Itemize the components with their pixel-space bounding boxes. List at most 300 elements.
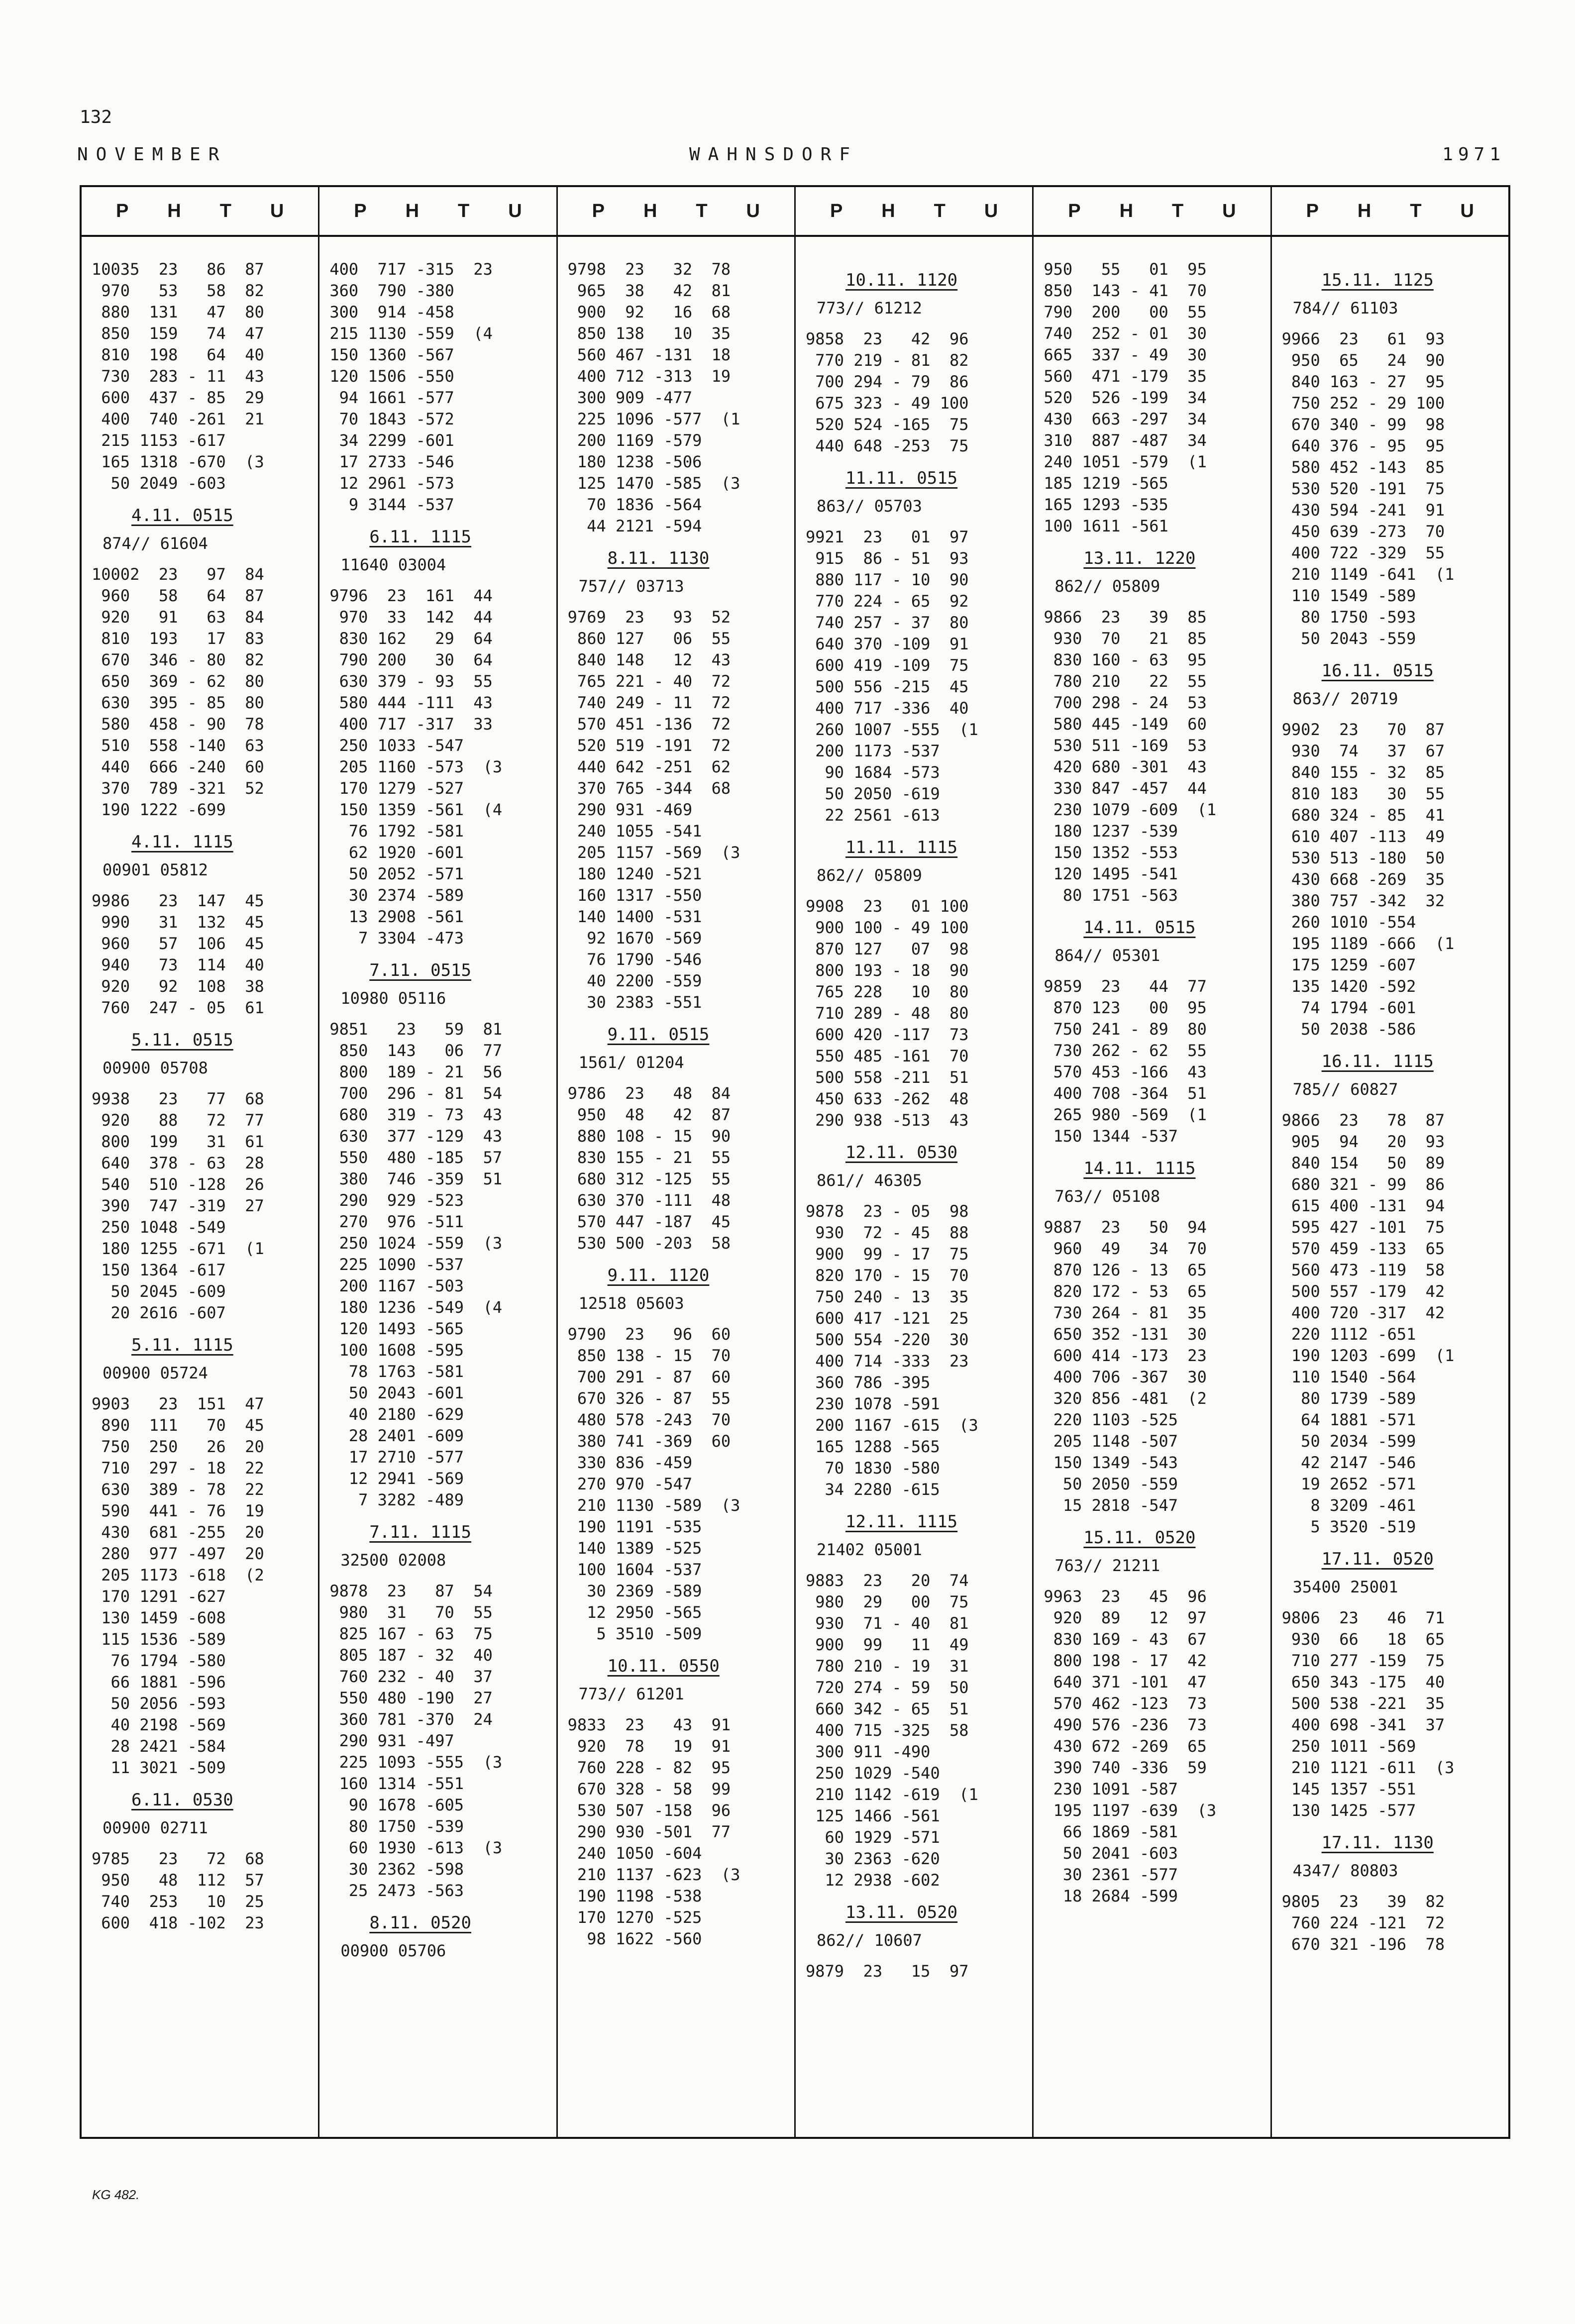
data-row: 580 452 -143 85: [1281, 458, 1445, 477]
data-row: 50 2038 -586: [1281, 1020, 1416, 1039]
data-row: 805 187 - 32 40: [329, 1646, 493, 1665]
data-row: 600 414 -173 23: [1044, 1346, 1207, 1365]
data-row: 195 1189 -666 (1: [1281, 934, 1455, 953]
data-row: 12 2938 -602: [805, 1871, 940, 1890]
data-row: 9798 23 32 78: [567, 260, 731, 279]
data-row: 17 2733 -546: [329, 452, 454, 471]
sounding-date-time: 5.11. 1115: [131, 1335, 233, 1355]
data-row: 9883 23 20 74: [805, 1571, 969, 1590]
sounding-code: 00900 05706: [340, 1941, 446, 1960]
data-row: 750 252 - 29 100: [1281, 394, 1445, 413]
data-row: 40 2200 -559: [567, 971, 702, 990]
column-header: [319, 187, 556, 237]
data-row: 20 2616 -607: [92, 1303, 226, 1322]
sounding-date-time: 16.11. 1115: [1321, 1052, 1434, 1071]
table-column: [1272, 187, 1508, 2137]
data-row: 570 462 -123 73: [1044, 1694, 1207, 1713]
data-row: 28 2401 -609: [329, 1426, 464, 1445]
sounding-code: 773// 61201: [578, 1685, 684, 1703]
data-row: 440 642 -251 62: [567, 757, 731, 776]
data-row: 380 757 -342 32: [1281, 891, 1445, 910]
sounding-code: 10980 05116: [340, 989, 446, 1008]
data-row: 260 1010 -554: [1281, 913, 1416, 932]
data-row: 550 480 -185 57: [329, 1148, 503, 1167]
data-row: 40 2180 -629: [329, 1405, 464, 1424]
data-row: 62 1920 -601: [329, 843, 464, 862]
data-row: 450 639 -273 70: [1281, 522, 1445, 541]
data-row: 400 698 -341 37: [1281, 1715, 1445, 1734]
data-row: 750 240 - 13 35: [805, 1287, 969, 1306]
sounding-date-time: 13.11. 0520: [845, 1902, 958, 1922]
data-row: 76 1792 -581: [329, 822, 464, 841]
data-row: 50 2056 -593: [92, 1694, 226, 1713]
data-row: 370 765 -344 68: [567, 779, 731, 798]
data-row: 400 717 -315 23: [329, 260, 493, 279]
sounding-code: 862// 10607: [816, 1931, 922, 1950]
data-row: 710 289 - 48 80: [805, 1004, 969, 1023]
column-header-label: P: [1068, 200, 1081, 221]
data-row: 180 1240 -521: [567, 864, 702, 883]
data-row: 850 143 - 41 70: [1044, 281, 1207, 300]
data-row: 930 66 18 65: [1281, 1630, 1445, 1649]
data-row: 9903 23 151 47: [92, 1394, 264, 1413]
data-row: 920 92 108 38: [92, 977, 264, 996]
data-row: 770 224 - 65 92: [805, 592, 969, 611]
data-row: 210 1142 -619 (1: [805, 1785, 978, 1804]
sounding-date-time: 15.11. 1125: [1321, 270, 1434, 290]
data-row: 190 1203 -699 (1: [1281, 1346, 1455, 1365]
data-row: 400 722 -329 55: [1281, 543, 1445, 562]
sounding-code: 863// 20719: [1292, 689, 1398, 708]
data-row: 530 500 -203 58: [567, 1234, 731, 1253]
data-row: 615 400 -131 94: [1281, 1196, 1445, 1215]
data-row: 720 274 - 59 50: [805, 1678, 969, 1697]
data-row: 740 249 - 11 72: [567, 693, 731, 712]
data-row: 210 1137 -623 (3: [567, 1865, 740, 1884]
data-row: 610 407 -113 49: [1281, 827, 1445, 846]
data-row: 640 371 -101 47: [1044, 1673, 1207, 1691]
sounding-date-time: 7.11. 1115: [369, 1522, 472, 1542]
data-row: 80 1739 -589: [1281, 1389, 1416, 1408]
column-header-label: P: [1306, 200, 1319, 221]
data-row: 205 1160 -573 (3: [329, 757, 503, 776]
sounding-code: 11640 03004: [340, 555, 446, 574]
data-row: 260 1007 -555 (1: [805, 720, 978, 739]
data-row: 120 1495 -541: [1044, 864, 1178, 883]
data-row: 13 2908 -561: [329, 907, 464, 926]
column-body: [82, 237, 318, 1934]
data-row: 9878 23 87 54: [329, 1582, 493, 1600]
data-row: 205 1148 -507: [1044, 1432, 1178, 1451]
data-row: 560 473 -119 58: [1281, 1261, 1445, 1279]
column-header: [1272, 187, 1508, 237]
data-row: 34 2299 -601: [329, 431, 454, 450]
data-row: 950 65 24 90: [1281, 351, 1445, 370]
data-row: 880 131 47 80: [92, 303, 264, 321]
data-row: 76 1790 -546: [567, 950, 702, 969]
data-row: 220 1112 -651: [1281, 1325, 1416, 1344]
data-row: 970 33 142 44: [329, 608, 493, 627]
data-row: 170 1270 -525: [567, 1908, 702, 1927]
column-header-label: H: [405, 200, 420, 221]
data-row: 12 2941 -569: [329, 1469, 464, 1488]
column-header-label: U: [1460, 200, 1474, 221]
data-row: 180 1236 -549 (4: [329, 1298, 503, 1317]
data-row: 700 298 - 24 53: [1044, 693, 1207, 712]
data-row: 165 1318 -670 (3: [92, 452, 264, 471]
data-row: 9858 23 42 96: [805, 329, 969, 348]
data-row: 190 1191 -535: [567, 1517, 702, 1536]
data-row: 18 2684 -599: [1044, 1887, 1178, 1905]
sounding-date-time: 17.11. 1130: [1321, 1833, 1434, 1853]
data-row: 900 100 - 49 100: [805, 918, 969, 937]
data-row: 150 1360 -567: [329, 345, 454, 364]
data-row: 140 1400 -531: [567, 907, 702, 926]
data-row: 165 1293 -535: [1044, 495, 1168, 514]
data-row: 870 127 07 98: [805, 940, 969, 958]
sounding-code: 784// 61103: [1292, 299, 1398, 317]
data-row: 9902 23 70 87: [1281, 720, 1445, 739]
sounding-date-time: 13.11. 1220: [1083, 548, 1196, 568]
data-row: 320 856 -481 (2: [1044, 1389, 1207, 1408]
data-row: 9938 23 77 68: [92, 1089, 264, 1108]
table-column: [319, 187, 557, 2137]
sounding-date-time: 11.11. 0515: [845, 468, 958, 488]
data-row: 970 53 58 82: [92, 281, 264, 300]
data-row: 100 1611 -561: [1044, 517, 1168, 535]
data-row: 10035 23 86 87: [92, 260, 264, 279]
sounding-code: 00900 05708: [103, 1058, 208, 1077]
table-column: [1034, 187, 1271, 2137]
data-row: 920 78 19 91: [567, 1737, 731, 1756]
data-row: 950 48 42 87: [567, 1105, 731, 1124]
data-row: 66 1881 -596: [92, 1673, 226, 1691]
data-row: 770 219 - 81 82: [805, 351, 969, 370]
data-row: 200 1167 -503: [329, 1276, 464, 1295]
data-row: 9921 23 01 97: [805, 528, 969, 546]
data-row: 400 714 -333 23: [805, 1352, 969, 1371]
data-row: 780 210 22 55: [1044, 672, 1207, 691]
data-row: 820 170 - 15 70: [805, 1266, 969, 1285]
data-row: 430 681 -255 20: [92, 1523, 264, 1542]
data-row: 940 73 114 40: [92, 955, 264, 974]
sounding-code: 785// 60827: [1292, 1080, 1398, 1099]
column-header-label: H: [881, 200, 895, 221]
data-row: 50 2050 -619: [805, 784, 940, 803]
data-row: 130 1425 -577: [1281, 1801, 1416, 1820]
data-row: 17 2710 -577: [329, 1448, 464, 1467]
data-row: 360 790 -380: [329, 281, 454, 300]
sounding-date-time: 12.11. 0530: [845, 1143, 958, 1162]
data-row: 500 554 -220 30: [805, 1330, 969, 1349]
data-row: 520 526 -199 34: [1044, 388, 1207, 407]
sounding-code: 00901 05812: [103, 860, 208, 879]
data-row: 210 1130 -589 (3: [567, 1496, 740, 1515]
column-body: [319, 237, 556, 1971]
column-header-label: P: [830, 200, 843, 221]
data-row: 760 247 - 05 61: [92, 998, 264, 1017]
column-body: [796, 237, 1032, 1982]
data-row: 880 117 - 10 90: [805, 570, 969, 589]
sounding-code: 763// 21211: [1054, 1556, 1160, 1575]
data-row: 840 155 - 32 85: [1281, 763, 1445, 782]
data-row: 240 1051 -579 (1: [1044, 452, 1207, 471]
data-row: 800 198 - 17 42: [1044, 1651, 1207, 1670]
data-row: 530 507 -158 96: [567, 1801, 731, 1820]
sounding-code: 863// 05703: [816, 497, 922, 516]
year-heading: 1971: [1442, 144, 1505, 165]
column-header: [82, 187, 318, 237]
data-row: 300 911 -490: [805, 1742, 931, 1761]
data-row: 870 126 - 13 65: [1044, 1261, 1207, 1279]
data-row: 830 162 29 64: [329, 629, 493, 648]
data-row: 920 91 63 84: [92, 608, 264, 627]
data-row: 480 578 -243 70: [567, 1410, 731, 1429]
data-row: 185 1219 -565: [1044, 474, 1168, 493]
data-row: 300 914 -458: [329, 303, 454, 321]
data-row: 50 2043 -601: [329, 1383, 464, 1402]
sounding-date-time: 8.11. 1130: [607, 548, 710, 568]
data-row: 825 167 - 63 75: [329, 1624, 493, 1643]
data-row: 230 1078 -591: [805, 1394, 940, 1413]
data-row: 150 1352 -553: [1044, 843, 1178, 862]
data-row: 675 323 - 49 100: [805, 394, 969, 413]
sounding-code: 21402 05001: [816, 1540, 922, 1559]
data-row: 9986 23 147 45: [92, 891, 264, 910]
data-row: 30 2363 -620: [805, 1849, 940, 1868]
data-row: 580 445 -149 60: [1044, 715, 1207, 734]
data-row: 600 419 -109 75: [805, 656, 969, 675]
data-row: 890 111 70 45: [92, 1416, 264, 1435]
data-row: 630 377 -129 43: [329, 1127, 503, 1146]
data-row: 670 340 - 99 98: [1281, 415, 1445, 434]
page-number: 132: [80, 107, 112, 127]
sounding-code: 4347/ 80803: [1292, 1861, 1398, 1880]
data-row: 630 389 - 78 22: [92, 1480, 264, 1499]
data-row: 640 370 -109 91: [805, 634, 969, 653]
data-row: 790 200 00 55: [1044, 303, 1207, 321]
sounding-code: 874// 61604: [103, 534, 208, 553]
data-row: 530 520 -191 75: [1281, 479, 1445, 498]
data-row: 950 48 112 57: [92, 1871, 264, 1890]
data-row: 170 1291 -627: [92, 1587, 226, 1606]
column-header-label: T: [1172, 200, 1184, 221]
data-row: 10002 23 97 84: [92, 565, 264, 584]
data-row: 9786 23 48 84: [567, 1084, 731, 1103]
data-row: 140 1389 -525: [567, 1539, 702, 1558]
data-row: 9866 23 78 87: [1281, 1111, 1445, 1130]
data-row: 915 86 - 51 93: [805, 549, 969, 568]
data-row: 60 1929 -571: [805, 1828, 940, 1847]
data-row: 630 379 - 93 55: [329, 672, 493, 691]
data-row: 270 970 -547: [567, 1475, 693, 1493]
data-row: 850 143 06 77: [329, 1041, 503, 1060]
data-row: 9859 23 44 77: [1044, 977, 1207, 996]
data-row: 44 2121 -594: [567, 517, 702, 535]
form-code: KG 482.: [92, 2187, 140, 2202]
data-row: 110 1549 -589: [1281, 586, 1416, 605]
column-header-label: T: [934, 200, 945, 221]
data-row: 50 2034 -599: [1281, 1432, 1416, 1451]
column-header-label: H: [643, 200, 657, 221]
data-row: 7 3304 -473: [329, 929, 464, 948]
data-row: 34 2280 -615: [805, 1480, 940, 1499]
column-header-label: T: [1410, 200, 1422, 221]
sounding-code: 861// 46305: [816, 1171, 922, 1190]
data-row: 250 1024 -559 (3: [329, 1234, 503, 1253]
data-row: 670 346 - 80 82: [92, 650, 264, 669]
data-row: 790 200 30 64: [329, 650, 493, 669]
data-row: 50 2043 -559: [1281, 629, 1416, 648]
data-row: 9769 23 93 52: [567, 608, 731, 627]
sounding-code: 773// 61212: [816, 299, 922, 317]
data-row: 450 633 -262 48: [805, 1089, 969, 1108]
data-row: 665 337 - 49 30: [1044, 345, 1207, 364]
data-row: 115 1536 -589: [92, 1630, 226, 1649]
sounding-table: [80, 185, 1510, 2139]
data-row: 960 49 34 70: [1044, 1239, 1207, 1258]
data-row: 250 1029 -540: [805, 1764, 940, 1783]
data-row: 180 1238 -506: [567, 452, 702, 471]
data-row: 9887 23 50 94: [1044, 1218, 1207, 1237]
column-header-label: U: [984, 200, 998, 221]
data-row: 390 740 -336 59: [1044, 1758, 1207, 1777]
data-row: 76 1794 -580: [92, 1651, 226, 1670]
data-row: 290 931 -469: [567, 800, 693, 819]
data-row: 430 672 -269 65: [1044, 1737, 1207, 1756]
data-row: 30 2369 -589: [567, 1582, 702, 1600]
data-row: 210 1121 -611 (3: [1281, 1758, 1455, 1777]
data-row: 195 1197 -639 (3: [1044, 1801, 1217, 1820]
sounding-date-time: 14.11. 1115: [1083, 1159, 1196, 1178]
data-row: 9866 23 39 85: [1044, 608, 1207, 627]
data-row: 780 210 - 19 31: [805, 1657, 969, 1676]
data-row: 990 31 132 45: [92, 913, 264, 932]
data-row: 900 99 - 17 75: [805, 1245, 969, 1264]
data-row: 30 2362 -598: [329, 1860, 464, 1879]
data-row: 400 708 -364 51: [1044, 1084, 1207, 1103]
data-row: 225 1090 -537: [329, 1255, 464, 1274]
data-row: 960 58 64 87: [92, 586, 264, 605]
sounding-date-time: 4.11. 0515: [131, 506, 233, 526]
sounding-code: 763// 05108: [1054, 1187, 1160, 1206]
data-row: 225 1093 -555 (3: [329, 1753, 503, 1772]
data-row: 520 524 -165 75: [805, 415, 969, 434]
data-row: 220 1103 -525: [1044, 1410, 1178, 1429]
column-header-label: P: [354, 200, 367, 221]
data-row: 700 296 - 81 54: [329, 1084, 503, 1103]
data-row: 500 538 -221 35: [1281, 1694, 1445, 1713]
data-row: 800 193 - 18 90: [805, 961, 969, 980]
data-row: 50 2052 -571: [329, 864, 464, 883]
data-row: 530 511 -169 53: [1044, 736, 1207, 755]
data-row: 760 232 - 40 37: [329, 1667, 493, 1686]
data-row: 590 441 - 76 19: [92, 1501, 264, 1520]
data-row: 765 228 10 80: [805, 982, 969, 1001]
data-row: 9 3144 -537: [329, 495, 454, 514]
sounding-code: 35400 25001: [1292, 1578, 1398, 1596]
sounding-date-time: 7.11. 0515: [369, 960, 472, 980]
table-column: [796, 187, 1034, 2137]
data-row: 12 2950 -565: [567, 1603, 702, 1622]
data-row: 240 1050 -604: [567, 1844, 702, 1863]
data-row: 905 94 20 93: [1281, 1132, 1445, 1151]
sounding-date-time: 9.11. 1120: [607, 1266, 710, 1285]
data-row: 670 328 - 58 99: [567, 1780, 731, 1798]
data-row: 70 1836 -564: [567, 495, 702, 514]
data-row: 760 224 -121 72: [1281, 1913, 1445, 1932]
data-row: 30 2361 -577: [1044, 1865, 1178, 1884]
data-row: 550 480 -190 27: [329, 1689, 493, 1707]
data-row: 160 1317 -550: [567, 886, 702, 905]
data-row: 64 1881 -571: [1281, 1410, 1416, 1429]
data-row: 205 1173 -618 (2: [92, 1566, 264, 1585]
data-row: 9806 23 46 71: [1281, 1608, 1445, 1627]
data-row: 980 31 70 55: [329, 1603, 493, 1622]
sounding-date-time: 15.11. 0520: [1083, 1528, 1196, 1548]
data-row: 400 717 -317 33: [329, 715, 493, 734]
data-row: 600 437 - 85 29: [92, 388, 264, 407]
data-row: 30 2374 -589: [329, 886, 464, 905]
column-body: [1034, 237, 1270, 1907]
data-row: 820 172 - 53 65: [1044, 1282, 1207, 1301]
sounding-date-time: 10.11. 1120: [845, 270, 958, 290]
data-row: 930 70 21 85: [1044, 629, 1207, 648]
data-row: 580 458 - 90 78: [92, 715, 264, 734]
data-row: 98 1622 -560: [567, 1929, 702, 1948]
column-header-label: T: [696, 200, 708, 221]
column-header-label: U: [1222, 200, 1236, 221]
data-row: 400 717 -336 40: [805, 699, 969, 718]
data-row: 9963 23 45 96: [1044, 1587, 1207, 1606]
data-row: 920 88 72 77: [92, 1111, 264, 1130]
column-header: [796, 187, 1032, 237]
data-row: 250 1011 -569: [1281, 1737, 1416, 1756]
data-row: 9796 23 161 44: [329, 586, 493, 605]
sounding-code: 862// 05809: [1054, 577, 1160, 596]
data-row: 500 556 -215 45: [805, 677, 969, 696]
data-row: 965 38 42 81: [567, 281, 731, 300]
data-row: 8 3209 -461: [1281, 1496, 1416, 1515]
sounding-code: 00900 05724: [103, 1364, 208, 1382]
data-row: 74 1794 -601: [1281, 998, 1416, 1017]
data-row: 225 1096 -577 (1: [567, 410, 740, 428]
data-row: 370 789 -321 52: [92, 779, 264, 798]
data-row: 9785 23 72 68: [92, 1849, 264, 1868]
data-row: 830 160 - 63 95: [1044, 650, 1207, 669]
data-row: 150 1364 -617: [92, 1261, 226, 1279]
data-row: 150 1344 -537: [1044, 1127, 1178, 1146]
data-row: 960 57 106 45: [92, 934, 264, 953]
data-row: 92 1670 -569: [567, 929, 702, 948]
data-row: 400 715 -325 58: [805, 1721, 969, 1740]
data-row: 700 291 - 87 60: [567, 1368, 731, 1386]
data-row: 50 2049 -603: [92, 474, 226, 493]
data-row: 360 781 -370 24: [329, 1710, 493, 1729]
data-row: 280 977 -497 20: [92, 1544, 264, 1563]
data-row: 950 55 01 95: [1044, 260, 1207, 279]
data-row: 850 138 10 35: [567, 324, 731, 343]
data-row: 750 241 - 89 80: [1044, 1020, 1207, 1039]
data-row: 120 1493 -565: [329, 1319, 464, 1338]
data-row: 310 887 -487 34: [1044, 431, 1207, 450]
data-row: 70 1843 -572: [329, 410, 454, 428]
column-header-label: P: [592, 200, 605, 221]
data-row: 900 99 11 49: [805, 1635, 969, 1654]
column-header-label: P: [115, 200, 129, 221]
data-row: 680 324 - 85 41: [1281, 806, 1445, 825]
data-row: 730 283 - 11 43: [92, 367, 264, 386]
